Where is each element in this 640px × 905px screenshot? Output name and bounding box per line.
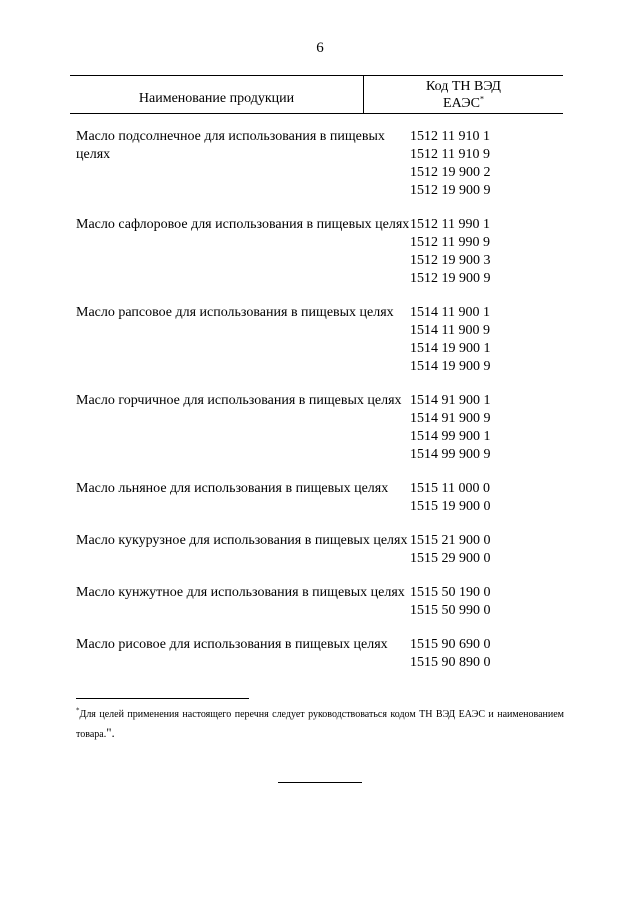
footnote-mark: * [76, 706, 80, 715]
product-code: 1515 11 000 0 [410, 481, 490, 496]
product-code: 1515 90 890 0 [410, 655, 491, 670]
product-code: 1515 19 900 0 [410, 499, 491, 514]
table-row [70, 532, 563, 568]
table-row [70, 636, 563, 672]
product-code: 1514 91 900 1 [410, 393, 491, 408]
table-row [70, 128, 563, 200]
product-code: 1512 11 990 1 [410, 217, 490, 232]
product-codes [410, 216, 563, 288]
table-row [70, 216, 563, 288]
product-code: 1512 11 990 9 [410, 235, 490, 250]
product-code: 1514 19 900 1 [410, 341, 491, 356]
product-code: 1515 50 190 0 [410, 585, 491, 600]
product-codes [410, 128, 563, 200]
product-name: Масло горчичное для использования в пищевых целях [76, 393, 402, 408]
header-footnote-mark: * [479, 94, 484, 104]
product-name: Масло рапсовое для использования в пищевых целях [76, 305, 394, 320]
product-code: 1512 19 900 2 [410, 165, 491, 180]
page-number: 6 [316, 40, 324, 56]
product-codes [410, 584, 563, 620]
table-row [70, 392, 563, 464]
table-header [70, 75, 563, 114]
product-name: Масло кукурузное для использования в пищевых целях [76, 533, 408, 548]
product-name: Масло кунжутное для использования в пищевых целях [76, 585, 405, 600]
product-code: 1514 91 900 9 [410, 411, 491, 426]
product-code: 1515 90 690 0 [410, 637, 491, 652]
product-code: 1514 11 900 1 [410, 305, 490, 320]
header-code-line2: ЕАЭС* [443, 94, 484, 111]
header-code-line1: Код ТН ВЭД [426, 79, 501, 94]
product-code: 1512 19 900 3 [410, 253, 491, 268]
table-row [70, 480, 563, 516]
product-code: 1512 11 910 1 [410, 129, 490, 144]
product-code: 1515 29 900 0 [410, 551, 491, 566]
product-codes [410, 304, 563, 376]
product-codes [410, 480, 563, 516]
product-codes [410, 392, 563, 464]
table-body [70, 128, 563, 672]
product-code: 1512 19 900 9 [410, 183, 491, 198]
header-product-name: Наименование продукции [70, 76, 364, 113]
product-code: 1512 11 910 9 [410, 147, 490, 162]
product-code: 1514 99 900 1 [410, 429, 491, 444]
header-code [364, 76, 563, 113]
footnote-closing: ". [106, 725, 115, 740]
product-table [70, 75, 563, 672]
product-name: Масло льняное для использования в пищевых целях [76, 481, 389, 496]
product-code: 1515 21 900 0 [410, 533, 491, 548]
product-codes [410, 636, 563, 672]
product-codes [410, 532, 563, 568]
footnote-text: Для целей применения настоящего перечня следует руководствоваться кодом ТН ВЭД ЕАЭС и наименованием товара. [76, 709, 564, 740]
product-name: Масло рисовое для использования в пищевых целях [76, 637, 388, 652]
product-name: Масло подсолнечное для использования в пищевых целях [76, 129, 385, 162]
product-code: 1514 99 900 9 [410, 447, 491, 462]
product-name: Масло сафлоровое для использования в пищевых целях [76, 217, 410, 232]
product-code: 1515 50 990 0 [410, 603, 491, 618]
product-code: 1514 11 900 9 [410, 323, 490, 338]
end-divider [278, 782, 362, 783]
table-row [70, 304, 563, 376]
footnote [76, 706, 564, 744]
footnote-divider [76, 698, 249, 699]
product-code: 1514 19 900 9 [410, 359, 491, 374]
product-code: 1512 19 900 9 [410, 271, 491, 286]
table-row [70, 584, 563, 620]
